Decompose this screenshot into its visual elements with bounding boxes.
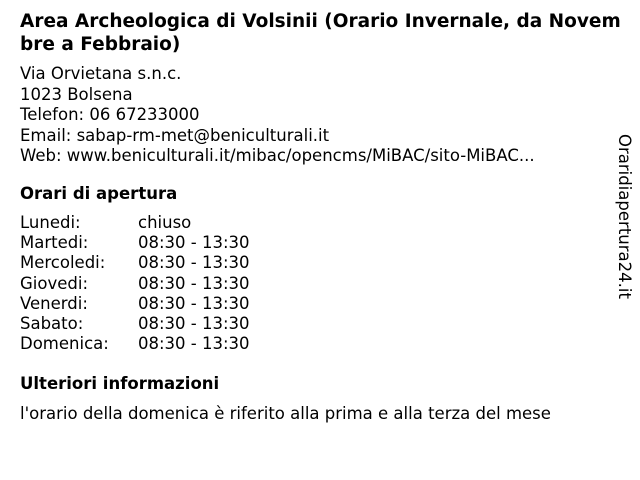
day-hours: 08:30 - 13:30 bbox=[138, 293, 250, 313]
email-address: Email: sabap-rm-met@beniculturali.it bbox=[20, 125, 330, 145]
day-label: Sabato: bbox=[20, 313, 84, 333]
day-hours: 08:30 - 13:30 bbox=[138, 334, 250, 354]
street-address: Via Orvietana s.n.c. bbox=[20, 64, 182, 83]
day-hours: 08:30 - 13:30 bbox=[138, 313, 250, 333]
day-label: Mercoledi: bbox=[20, 253, 106, 273]
venue-title: Area Archeologica di Volsinii (Orario Invernale, da Novembre a Febbraio) bbox=[20, 11, 621, 55]
day-label: Martedi: bbox=[20, 233, 89, 253]
day-hours: 08:30 - 13:30 bbox=[138, 233, 250, 253]
day-label: Giovedi: bbox=[20, 273, 88, 293]
website-url: Web: www.beniculturali.it/mibac/opencms/MiBAC/sito-MiBAC... bbox=[20, 146, 535, 165]
phone-number: Telefon: 06 67233000 bbox=[20, 105, 200, 124]
contact-block bbox=[20, 64, 535, 167]
day-hours: chiuso bbox=[138, 213, 192, 232]
site-brand-watermark: Oraridiapertura24.it bbox=[615, 134, 634, 299]
day-label: Lunedi: bbox=[20, 213, 81, 232]
city-address: 1023 Bolsena bbox=[20, 84, 133, 104]
more-info-heading: Ulteriori informazioni bbox=[20, 374, 220, 393]
more-info-text: l'orario della domenica è riferito alla prima e alla terza del mese bbox=[20, 404, 551, 423]
day-label: Venerdi: bbox=[20, 293, 88, 313]
day-label: Domenica: bbox=[20, 334, 109, 354]
day-hours: 08:30 - 13:30 bbox=[138, 273, 250, 293]
day-hours: 08:30 - 13:30 bbox=[138, 253, 250, 273]
opening-hours-heading: Orari di apertura bbox=[20, 184, 178, 203]
